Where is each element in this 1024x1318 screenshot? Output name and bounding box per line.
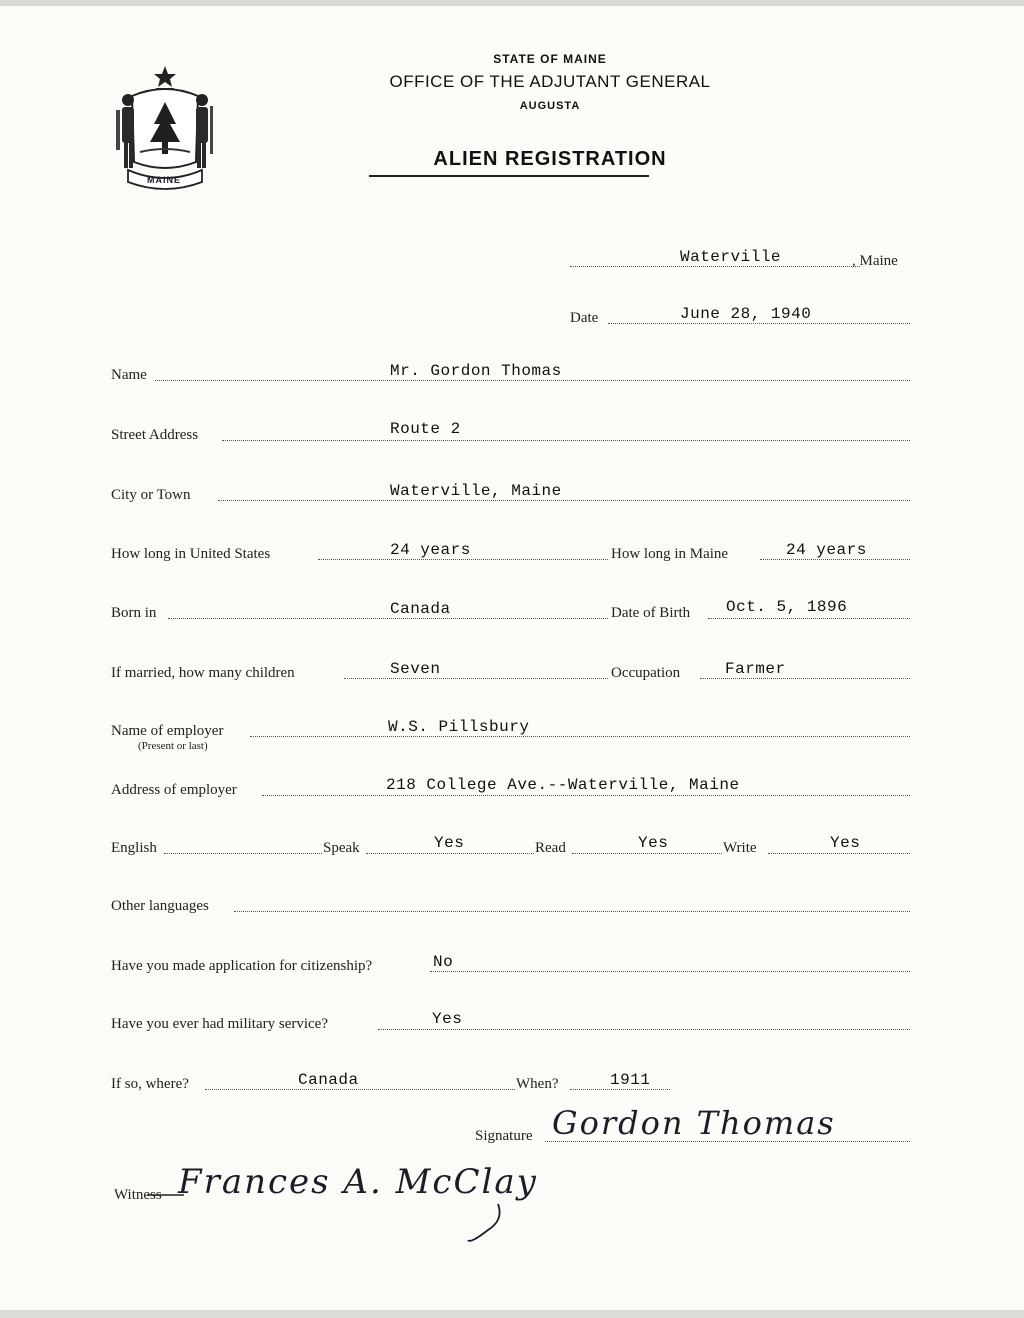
date-value: June 28, 1940 xyxy=(680,305,812,323)
employer-sublabel: (Present or last) xyxy=(138,740,208,752)
scan-edge-bottom xyxy=(0,1310,1024,1318)
read-label: Read xyxy=(535,840,566,856)
location-suffix: , Maine xyxy=(852,253,898,269)
city-label: City or Town xyxy=(111,487,191,503)
when-dots xyxy=(570,1089,670,1090)
street-value: Route 2 xyxy=(390,420,461,438)
city-value: Waterville, Maine xyxy=(390,482,562,500)
occupation-value: Farmer xyxy=(725,660,786,678)
street-label: Street Address xyxy=(111,427,199,443)
street-dots xyxy=(222,440,910,441)
employer-address-value: 218 College Ave.--Waterville, Maine xyxy=(386,776,740,794)
children-label: If married, how many children xyxy=(111,665,295,681)
write-dots xyxy=(768,853,910,854)
years-maine-value: 24 years xyxy=(786,541,867,559)
years-us-value: 24 years xyxy=(390,541,471,559)
occupation-dots xyxy=(700,678,910,679)
speak-value: Yes xyxy=(434,834,465,852)
employer-label: Name of employer xyxy=(111,723,224,739)
maine-seal-icon xyxy=(110,62,220,192)
citizenship-dots xyxy=(430,971,910,972)
witness-value: Frances A. McClay xyxy=(178,1162,538,1202)
citizenship-value: No xyxy=(433,953,454,971)
where-value: Canada xyxy=(298,1071,359,1089)
employer-address-label: Address of employer xyxy=(111,782,237,798)
scan-edge-top xyxy=(0,0,1024,6)
years-maine-label: How long in Maine xyxy=(611,546,729,562)
seal-scroll-text: MAINE xyxy=(147,175,181,185)
signature-value: Gordon Thomas xyxy=(552,1104,836,1142)
years-maine-dots xyxy=(760,559,910,560)
location-dots xyxy=(570,266,860,267)
header-office: OFFICE OF THE ADJUTANT GENERAL xyxy=(389,72,711,91)
dob-value: Oct. 5, 1896 xyxy=(726,598,848,616)
name-value: Mr. Gordon Thomas xyxy=(390,362,562,380)
years-us-dots xyxy=(318,559,608,560)
english-label: English xyxy=(111,840,157,856)
header-city: AUGUSTA xyxy=(519,100,581,112)
when-value: 1911 xyxy=(610,1071,651,1089)
where-label: If so, where? xyxy=(111,1076,189,1092)
employer-dots xyxy=(250,736,910,737)
write-value: Yes xyxy=(830,834,861,852)
english-dots xyxy=(164,853,322,854)
employer-address-dots xyxy=(262,795,910,796)
date-dots xyxy=(608,323,910,324)
military-dots xyxy=(378,1029,910,1030)
title-underline xyxy=(369,175,649,177)
name-dots xyxy=(155,380,910,381)
dob-dots xyxy=(708,618,910,619)
date-label: Date xyxy=(570,310,599,326)
other-languages-label: Other languages xyxy=(111,898,209,914)
children-value: Seven xyxy=(390,660,441,678)
read-dots xyxy=(572,853,722,854)
born-in-label: Born in xyxy=(111,605,157,621)
military-value: Yes xyxy=(432,1010,463,1028)
military-label: Have you ever had military service? xyxy=(111,1016,328,1032)
dob-label: Date of Birth xyxy=(611,605,691,621)
when-label: When? xyxy=(516,1076,559,1092)
witness-label: Witness xyxy=(114,1187,162,1203)
write-label: Write xyxy=(723,840,757,856)
speak-label: Speak xyxy=(323,840,360,856)
other-languages-dots xyxy=(234,911,910,912)
children-dots xyxy=(344,678,608,679)
years-us-label: How long in United States xyxy=(111,546,271,562)
born-in-dots xyxy=(168,618,608,619)
occupation-label: Occupation xyxy=(611,665,681,681)
citizenship-label: Have you made application for citizenship? xyxy=(111,958,373,974)
witness-tail-icon xyxy=(458,1200,518,1250)
city-dots xyxy=(218,500,910,501)
name-label: Name xyxy=(111,367,147,383)
speak-dots xyxy=(366,853,534,854)
header-state: STATE OF MAINE xyxy=(493,52,607,66)
where-dots xyxy=(205,1089,515,1090)
form-title: ALIEN REGISTRATION xyxy=(433,148,667,170)
born-in-value: Canada xyxy=(390,600,451,618)
signature-label: Signature xyxy=(475,1128,533,1144)
read-value: Yes xyxy=(638,834,669,852)
location-value: Waterville xyxy=(680,248,782,266)
employer-value: W.S. Pillsbury xyxy=(388,718,530,736)
